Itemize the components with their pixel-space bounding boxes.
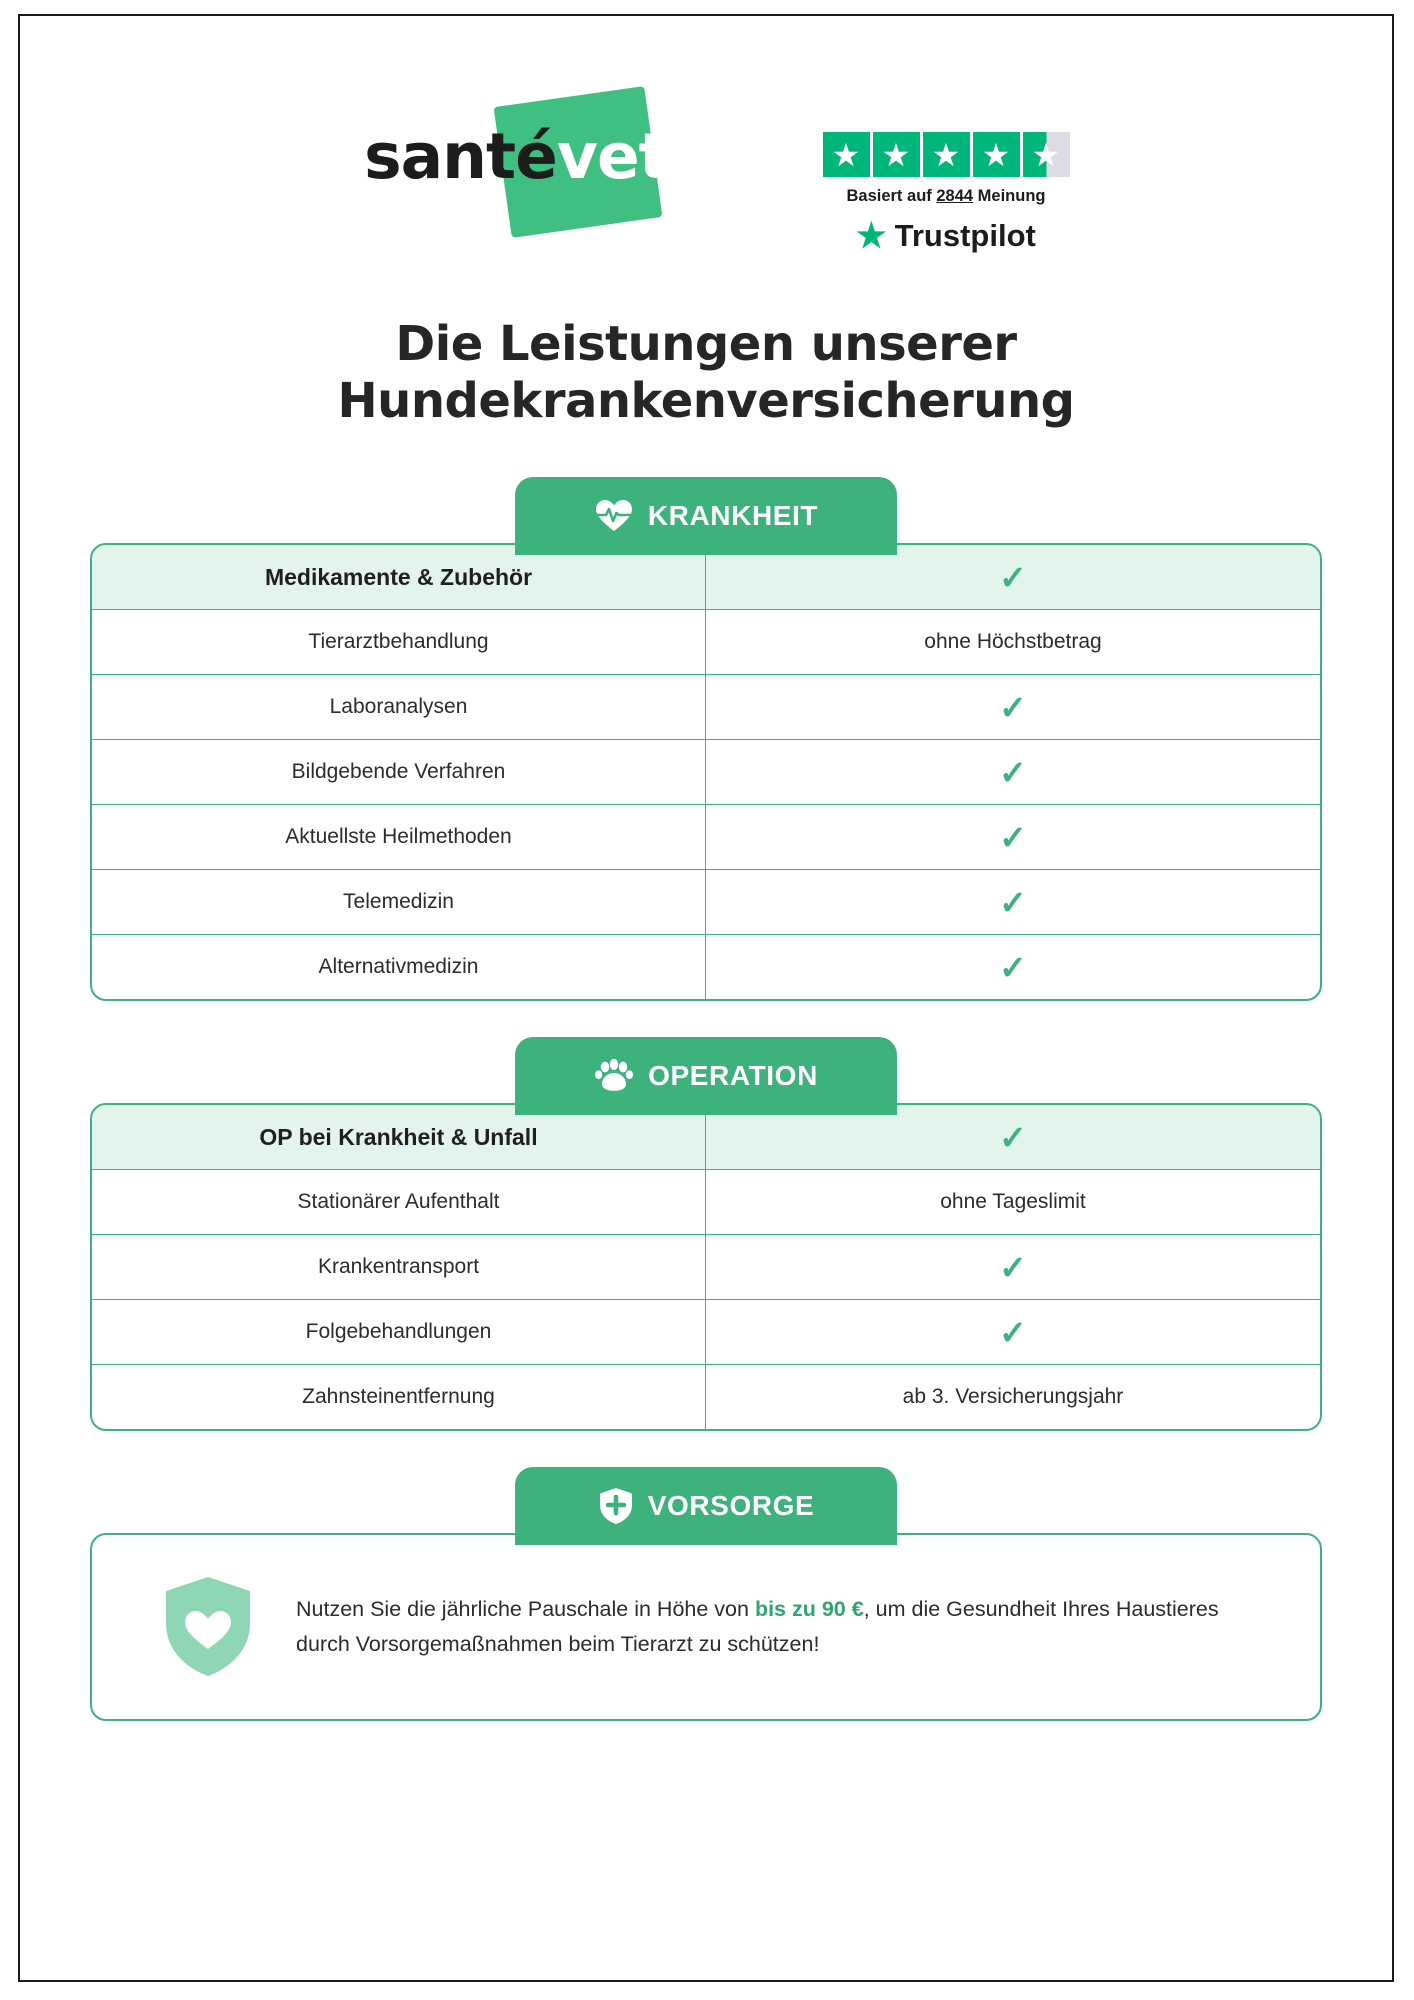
check-icon: ✓ (999, 948, 1027, 986)
trustpilot-review-count (796, 187, 1096, 206)
page-title-line2: Hundekrankenversicherung (337, 372, 1075, 429)
poster-page (18, 14, 1394, 1982)
page-title-line1: Die Leistungen unserer (395, 316, 1017, 372)
basis-suffix: Meinung (977, 187, 1046, 205)
row-value (706, 675, 1320, 739)
row-label: Bildgebende Verfahren (92, 740, 706, 804)
vorsorge-card (90, 1533, 1322, 1721)
table-row (92, 740, 1320, 805)
row-value (706, 935, 1320, 999)
section-tab-label: OPERATION (648, 1060, 818, 1092)
section-tab-label: VORSORGE (647, 1490, 815, 1522)
section-tab-label: KRANKHEIT (647, 500, 819, 532)
check-icon: ✓ (999, 1118, 1027, 1156)
section-vorsorge (90, 1467, 1322, 1721)
row-value (706, 870, 1320, 934)
row-label: Aktuellste Heilmethoden (92, 805, 706, 869)
basis-prefix: Basiert auf (846, 187, 932, 205)
row-value (706, 1235, 1320, 1299)
row-label: Telemedizin (92, 870, 706, 934)
star-icon: ★ (973, 132, 1020, 177)
paw-icon (594, 1059, 634, 1093)
table-row (92, 870, 1320, 935)
table-row (92, 1365, 1320, 1429)
row-value (706, 740, 1320, 804)
section-tab-vorsorge (515, 1467, 897, 1545)
heartbeat-icon (594, 499, 634, 533)
benefits-table-operation (90, 1103, 1322, 1431)
row-value (706, 805, 1320, 869)
vorsorge-text-part2: , um die Gesundheit Ihres Haustieres durch Vorsorgemaßnahmen beim Tierarzt zu schützen! (296, 1597, 1219, 1657)
row-value: ohne Höchstbetrag (924, 630, 1102, 654)
star-icon: ★ (873, 132, 920, 177)
star-half-icon: ★ (1023, 132, 1070, 177)
trustpilot-stars (796, 132, 1096, 177)
trustpilot-widget[interactable] (796, 84, 1096, 254)
section-tab-operation (515, 1037, 897, 1115)
table-row (92, 1235, 1320, 1300)
row-label: Zahnsteinentfernung (92, 1365, 706, 1429)
shield-plus-icon (598, 1487, 634, 1525)
page-title (90, 316, 1322, 429)
benefits-table-krankheit (90, 543, 1322, 1001)
row-value: ab 3. Versicherungsjahr (902, 1385, 1124, 1409)
row-label: Krankentransport (92, 1235, 706, 1299)
star-icon: ★ (823, 132, 870, 177)
trustpilot-star-icon: ★ (856, 217, 887, 255)
check-icon: ✓ (999, 1248, 1027, 1286)
section-operation (90, 1037, 1322, 1431)
check-icon: ✓ (999, 818, 1027, 856)
row-label: Folgebehandlungen (92, 1300, 706, 1364)
check-icon: ✓ (999, 883, 1027, 921)
logo-text-accent: vet (556, 120, 668, 193)
vorsorge-text-part1: Nutzen Sie die jährliche Pauschale in Höhe von (296, 1597, 755, 1622)
star-icon: ★ (923, 132, 970, 177)
review-count: 2844 (936, 187, 974, 205)
table-row (92, 610, 1320, 675)
trustpilot-brand-label: Trustpilot (894, 218, 1036, 253)
section-krankheit (90, 477, 1322, 1001)
check-icon: ✓ (999, 558, 1027, 596)
table-row (92, 675, 1320, 740)
table-row (92, 805, 1320, 870)
row-value (706, 1300, 1320, 1364)
table-row (92, 1170, 1320, 1235)
logo-text-main: santé (364, 120, 557, 193)
table-row (92, 935, 1320, 999)
vorsorge-highlight: bis zu 90 € (754, 1597, 864, 1622)
row-label: Tierarztbehandlung (92, 610, 706, 674)
header (90, 56, 1322, 254)
table-row (92, 1300, 1320, 1365)
check-icon: ✓ (999, 688, 1027, 726)
row-label: OP bei Krankheit & Unfall (92, 1105, 706, 1169)
row-label: Alternativmedizin (92, 935, 706, 999)
vorsorge-text (296, 1592, 1260, 1662)
row-label: Medikamente & Zubehör (92, 545, 706, 609)
trustpilot-brand (796, 218, 1096, 254)
row-value: ohne Tageslimit (940, 1190, 1086, 1214)
section-tab-krankheit (515, 477, 897, 555)
logo-wordmark (316, 120, 716, 193)
shield-heart-icon (162, 1575, 254, 1679)
check-icon: ✓ (999, 1313, 1027, 1351)
row-label: Stationärer Aufenthalt (92, 1170, 706, 1234)
santevet-logo[interactable] (316, 84, 716, 244)
row-label: Laboranalysen (92, 675, 706, 739)
check-icon: ✓ (999, 753, 1027, 791)
